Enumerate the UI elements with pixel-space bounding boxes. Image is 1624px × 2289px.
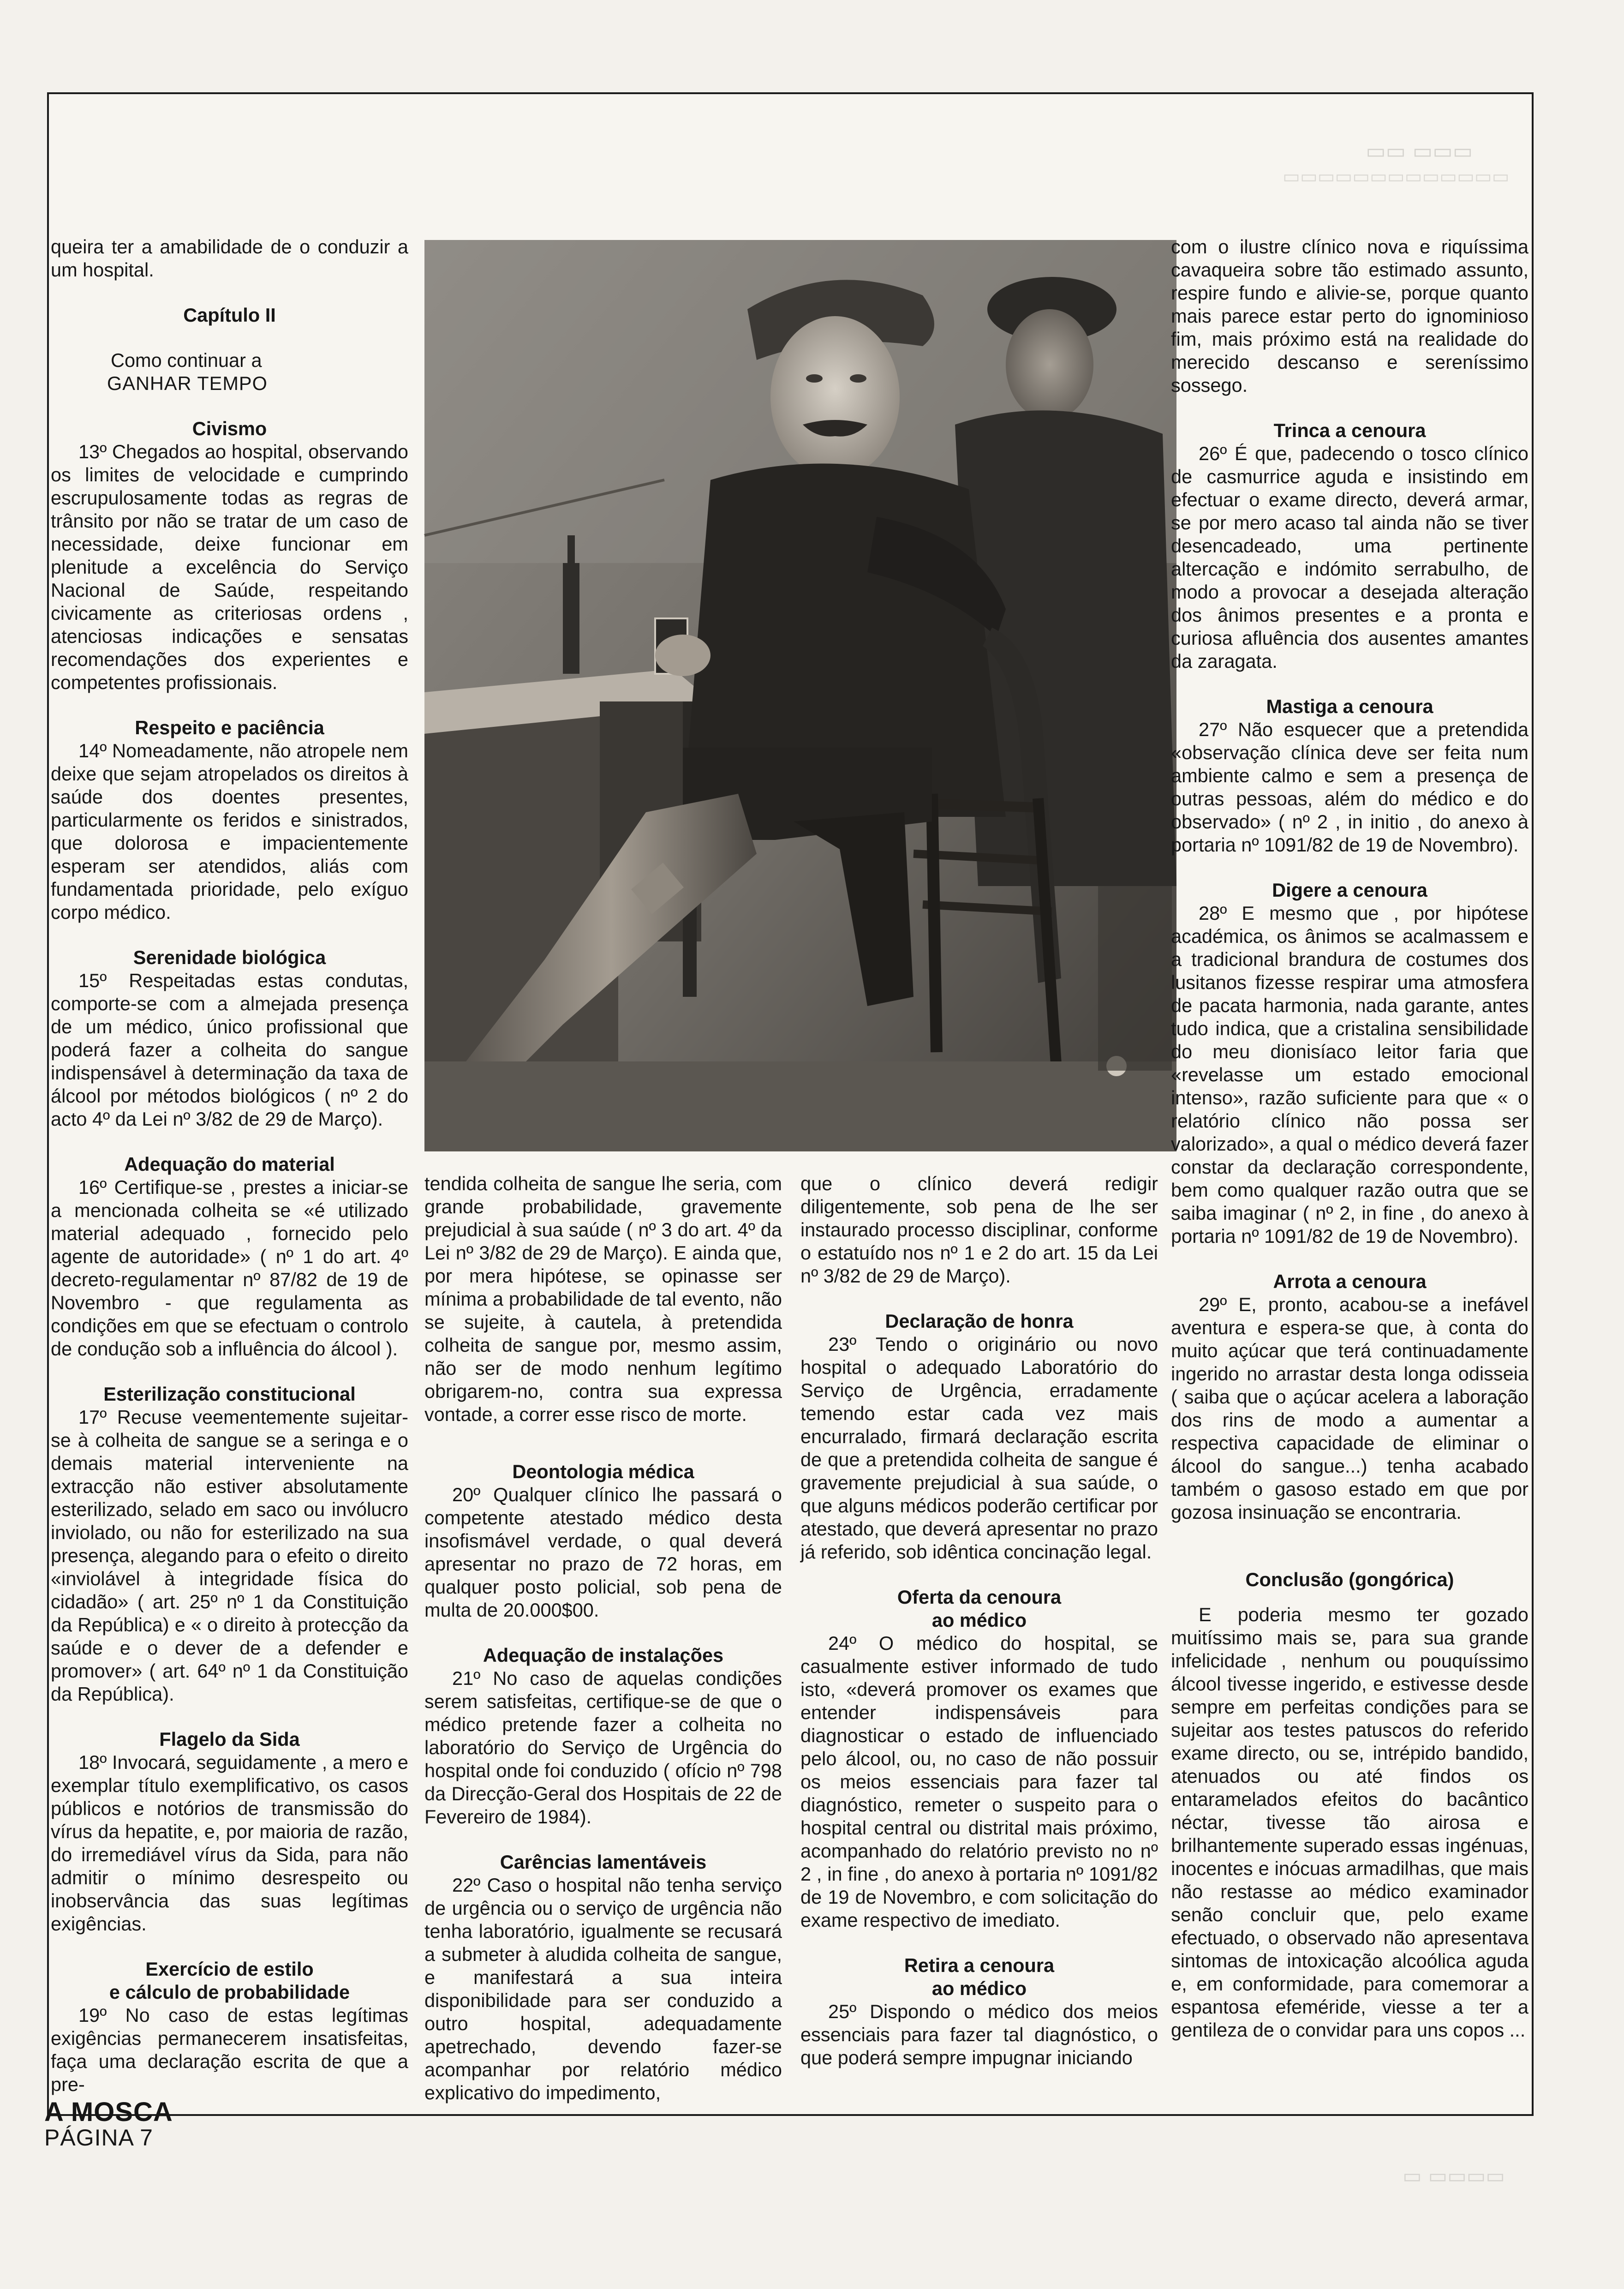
section-heading: ao médico (931, 1609, 1027, 1631)
paragraph: 29º E, pronto, acabou-se a inefável aventura e espera-se que, à conta do muito açúcar que terá continuadamente ingerido no arrastar desta longa odisseia ( saiba que o açúcar acelera a laboração dos rins de modo a aumentar a respectiva capacidade de eliminar o álcool do sangue...) tenha acabado também o gasoso estado em que por gozosa insinuação se encontraria. (1171, 1294, 1528, 1523)
paragraph: 26º É que, padecendo o tosco clínico de casmurrice aguda e insistindo em efectuar o exame directo, deverá armar, se por mero acaso tal ainda não se tiver desencadeado, uma pertinente altercação e indómito serrabulho, de modo a provocar a desejada alteração dos ânimos presentes e a pronta e curiosa afluência dos ausentes amantes da zaragata. (1171, 443, 1528, 672)
paragraph: 19º No caso de estas legítimas exigências permanecerem insatisfeitas, faça uma declaração escrita de que a pre- (51, 2004, 408, 2095)
paragraph: 23º Tendo o originário ou novo hospital o adequado Laboratório do Serviço de Urgência, erradamente temendo estar cada vez mais encurralado, firmará declaração escrita de que a pretendida colheita de sangue é gravemente prejudicial à sua saúde, o que alguns médicos poderão certificar por atestado, que deverá apresentar no prazo já referido, sob idêntica concinação legal. (800, 1333, 1158, 1563)
section-heading: Flagelo da Sida (159, 1728, 300, 1750)
section-heading: Digere a cenoura (1272, 879, 1427, 901)
paragraph: 17º Recuse veementemente sujeitar-se à colheita de sangue se a seringa e o demais material interveniente na extracção não estiver absolutamente esterilizado, selado em saco ou invólucro inviolado, ou não for esterilizado na sua presença, alegando para o efeito o direito «inviolável à integridade física do cidadão» ( art. 25º nº 1 da Constituição da República) e « o direito à protecção da saúde e o dever de a defender e promover» ( art. 64º nº 1 da Constituição da República). (51, 1406, 408, 1705)
bleed-through-mark: ▭▭▭▭ ▭ (1403, 2164, 1505, 2188)
section-heading: Trinca a cenoura (1273, 419, 1426, 441)
paragraph: 25º Dispondo o médico dos meios essenciais para fazer tal diagnóstico, o que poderá sempre impugnar iniciando (800, 2001, 1158, 2068)
paragraph: 18º Invocará, seguidamente , a mero e exemplar título exemplificativo, os casos públicos e notórios de transmissão do vírus da hepatite, e, por maioria de razão, do irremediável vírus da Sida, para não admitir o mínimo desrespeito ou inobservância das suas legítimas exigências. (51, 1751, 408, 1935)
photograph-two-men-cafe-icon (424, 240, 1176, 1151)
paragraph: 24º O médico do hospital, se casualmente estiver informado de tudo isto, «deverá promover os exames que entender indispensáveis para diagnosticar o estado de influenciado pelo álcool, ou, no caso de não possuir os meios essenciais para fazer tal diagnóstico, remeter o suspeito para o hospital central ou distrital mais próximo, acompanhado do relatório previsto no nº 2 , in fine , do anexo à portaria nº 1091/82 de 19 de Novembro, e com solicitação do exame respectivo de imediato. (800, 1632, 1158, 1931)
paragraph: com o ilustre clínico nova e riquíssima cavaqueira sobre tão estimado assunto, respire fundo e alivie-se, porque quanto mais parece estar perto do ignominioso fim, mais próximo está na realidade do merecido descanso e sereníssimo sossego. (1171, 236, 1528, 396)
section-heading: Respeito e paciência (135, 717, 324, 738)
paragraph: 16º Certifique-se , prestes a iniciar-se a mencionada colheita se «é utilizado material adequado , fornecido pelo agente de autoridade» ( nº 1 do art. 4º decreto-regulamentar nº 87/82 de 19 de Novembro - que regulamenta as condições em que se efectuam o controlo de condução sob a influência do álcool ). (51, 1176, 408, 1360)
paragraph: 22º Caso o hospital não tenha serviço de urgência ou o serviço de urgência não tenha laboratório, igualmente se recusará a submeter à aludida colheita de sangue, e manifestará a sua inteira disponibilidade para ser conduzido a outro hospital, adequadamente apetrechado, devendo fazer-se acompanhar por relatório médico explicativo do impedimento, (424, 1874, 782, 2103)
section-heading: Civismo (192, 418, 267, 439)
chapter-subtitle-caps: GANHAR TEMPO (107, 372, 268, 394)
paragraph: 20º Qualquer clínico lhe passará o competente atestado médico desta insofismável verdade, o qual deverá apresentar no prazo de 72 horas, em qualquer posto policial, sob pena de multa de 20.000$00. (424, 1484, 782, 1621)
section-heading: Adequação de instalações (483, 1644, 724, 1666)
section-heading: Serenidade biológica (133, 947, 326, 968)
paragraph: que o clínico deverá redigir diligentemente, sob pena de lhe ser instaurado processo disciplinar, conforme o estatuído nos nº 1 e 2 do art. 15 da Lei nº 3/82 de 29 de Março). (800, 1173, 1158, 1287)
paragraph: 15º Respeitadas estas condutas, comporte-se com a almejada presença de um médico, único profissional que poderá fazer a colheita do sangue indispensável à determinação da taxa de álcool por métodos biológicos ( nº 2 do acto 4º da Lei nº 3/82 de 29 de Março). (51, 970, 408, 1130)
section-heading: Declaração de honra (885, 1310, 1074, 1332)
section-heading: Exercício de estilo (145, 1958, 314, 1980)
left-column (51, 235, 408, 2095)
paragraph: E poderia mesmo ter gozado muitíssimo mais se, para sua grande infelicidade , nenhum ou pouquíssimo álcool tivesse ingerido, e estivesse desde sempre em perfeitas condições para se sujeitar aos testes patuscos do referido exame directo, ou se, intrépido bandido, atenuados ou até findos os entaramelados efeitos do bacântico néctar, tivesse tão airosa e brilhantemente superado essas ingénuas, inocentes e inócuas armadilhas, que mais não restasse ao médico examinador senão concluir que, pelo exame efectuado, o observado não apresentava sintomas de intoxicação alcoólica aguda e, em conformidade, para comemorar a espantosa efeméride, viesse a ter a gentileza de o convidar para uns copos ... (1171, 1604, 1528, 2041)
right-middle-column (800, 1172, 1158, 2077)
bleed-through-mark: ▭▭▭▭▭▭▭▭▭▭▭▭▭ (1283, 166, 1510, 187)
paragraph: queira ter a amabilidade de o conduzir a um hospital. (51, 236, 408, 281)
section-heading: e cálculo de probabilidade (109, 1981, 350, 2003)
chapter-subtitle: Como continuar a (111, 349, 262, 371)
paragraph: 21º No caso de aquelas condições serem satisfeitas, certifique-se de que o médico pretende fazer a colheita no laboratório do Serviço de Urgência do hospital onde foi conduzido ( ofício nº 798 da Direcção-Geral dos Hospitais de 22 de Fevereiro de 1984). (424, 1667, 782, 1828)
photograph (424, 240, 1176, 1151)
middle-column (424, 1172, 782, 2103)
paragraph: 13º Chegados ao hospital, observando os limites de velocidade e cumprindo escrupulosamente todas as regras de trânsito por não se tratar de um caso de necessidade, deixe funcionar em plenitude a excelência do Serviço Nacional de Saúde, respeitando civicamente as criteriosas ordens , atenciosas indicações e sensatas recomendações dos experientes e competentes profissionais. (51, 441, 408, 693)
bleed-through-mark: ▭▭▭ ▭▭ (1366, 138, 1473, 163)
section-heading: Conclusão (gongórica) (1245, 1569, 1454, 1590)
section-heading: Arrota a cenoura (1273, 1270, 1427, 1292)
chapter-heading: Capítulo II (183, 304, 276, 326)
paragraph: tendida colheita de sangue lhe seria, com grande probabilidade, gravemente prejudicial à sua saúde ( nº 3 do art. 4º da Lei nº 3/82 de 29 de Março). E ainda que, por mera hipótese, se opinasse ser mínima a probabilidade de tal evento, não se sujeite, à cautela, à pretendida colheita de sangue por, mesmo assim, não ser de modo nenhum legítimo obrigarem-no, contra sua expressa vontade, a correr esse risco de morte. (424, 1173, 782, 1425)
paragraph: 27º Não esquecer que a pretendida «observação clínica deve ser feita num ambiente calmo e sem a presença de outras pessoas, além do médico e do observado» ( nº 2 , in initio , do anexo à portaria nº 1091/82 de 19 de Novembro). (1171, 719, 1528, 856)
paragraph: 14º Nomeadamente, não atropele nem deixe que sejam atropelados os direitos à saúde dos doentes presentes, particularmente os feridos e sinistrados, que dolorosa e impacientemente esperam ser atendidos, aliás com fundamentada prioridade, pelo exíguo corpo médico. (51, 740, 408, 923)
section-heading: Retira a cenoura (904, 1954, 1055, 1976)
publication-title: A MOSCA (44, 2097, 173, 2127)
section-heading: Esterilização constitucional (103, 1383, 356, 1405)
section-heading: Mastiga a cenoura (1266, 695, 1433, 717)
paragraph: 28º E mesmo que , por hipótese académica, os ânimos se acalmassem e a tradicional brandura de costumes dos lusitanos fizesse respirar uma atmosfera de pacata harmonia, nada garante, antes tudo indica, que a cristalina sensibilidade do meu dionisíaco leitor faria que «revelasse um estado emocional intenso», razão suficiente para que « o relatório clínico não possa ser valorizado», a qual o médico deverá fazer constar da declaração correspondente, bem como qualquer razão outra que se saiba imaginar ( nº 2, in fine , do anexo à portaria nº 1091/82 de 19 de Novembro). (1171, 902, 1528, 1247)
section-heading: Deontologia médica (512, 1461, 694, 1482)
section-heading: Carências lamentáveis (500, 1851, 707, 1873)
section-heading: ao médico (931, 1977, 1027, 1999)
section-heading: Oferta da cenoura (897, 1586, 1062, 1608)
page-number: PÁGINA 7 (44, 2125, 153, 2151)
right-column (1171, 235, 1528, 2081)
section-heading: Adequação do material (124, 1153, 335, 1175)
